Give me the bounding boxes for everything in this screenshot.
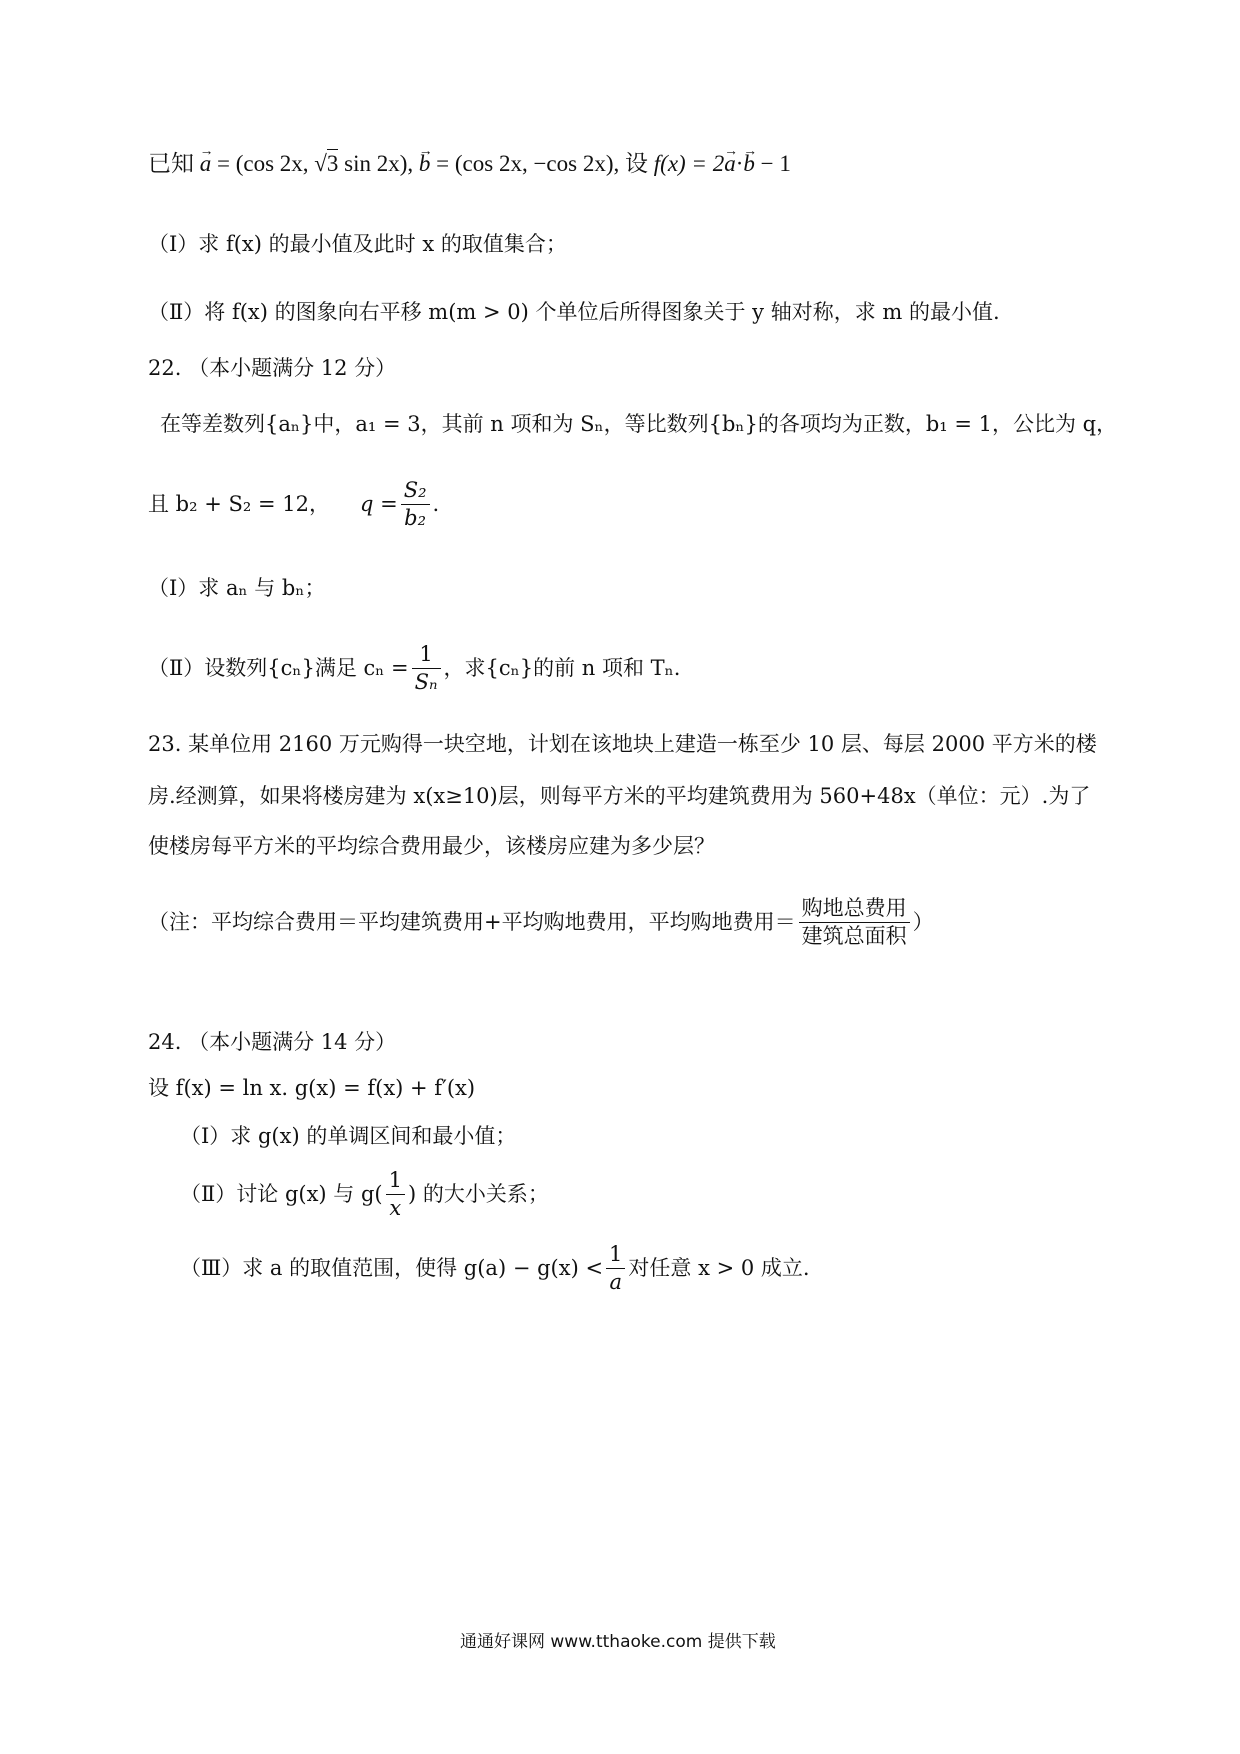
problem23-line3: 使楼房每平方米的平均综合费用最少，该楼房应建为多少层？ xyxy=(148,834,715,858)
sqrt-argument: 3 xyxy=(326,151,339,176)
dot-operator: · xyxy=(735,151,744,176)
note-fraction xyxy=(799,898,910,947)
problem23-line1: 23. 某单位用 2160 万元购得一块空地，计划在该地块上建造一栋至少 10 层、每层 2000 平方米的楼 xyxy=(148,732,1097,756)
part2-prefix: （Ⅱ）讨论 g(x) 与 g( xyxy=(180,1182,383,1206)
problem22-line1: 在等差数列{aₙ}中，a₁ = 3，其前 n 项和为 Sₙ，等比数列{bₙ}的各项均为正数，b₁ = 1，公比为 q， xyxy=(160,412,1118,436)
note-prefix: （注：平均综合费用＝平均建筑费用+平均购地费用，平均购地费用＝ xyxy=(148,910,796,934)
inverse-a-numerator: 1 xyxy=(606,1244,625,1269)
note-fraction-numerator: 购地总费用 xyxy=(799,898,910,923)
problem22-condition: 且 b₂ + S₂ = 12， xyxy=(148,492,330,516)
problem22-part2 xyxy=(148,644,680,693)
problem23-note xyxy=(148,898,934,947)
q-fraction-numerator: S₂ xyxy=(401,480,430,505)
q-fraction-denominator: b₂ xyxy=(404,506,427,530)
part3-prefix: （Ⅲ）求 a 的取值范围，使得 g(a) − g(x) < xyxy=(180,1256,604,1280)
c-fraction-denominator: Sₙ xyxy=(414,670,438,694)
vector-b-definition: = (cos 2x, −cos 2x), 设 xyxy=(430,151,654,176)
part2-suffix: ，求{cₙ}的前 n 项和 Tₙ. xyxy=(443,656,681,680)
part2-prefix: （Ⅱ）设数列{cₙ}满足 cₙ = xyxy=(148,656,409,680)
part3-suffix: 对任意 x > 0 成立. xyxy=(628,1256,810,1280)
footer-credit: 通通好课网 www.tthaoke.com 提供下载 xyxy=(460,1632,776,1652)
vector-a: → a xyxy=(200,152,212,175)
problem22-header: 22. （本小题满分 12 分） xyxy=(148,356,397,380)
minus-one: − 1 xyxy=(754,151,791,176)
vector-a-2: → a xyxy=(724,152,736,175)
inverse-a-denominator: a xyxy=(609,1270,622,1294)
note-fraction-denominator: 建筑总面积 xyxy=(801,924,907,948)
sqrt-symbol: √ xyxy=(314,151,327,176)
vector-b: → b xyxy=(419,152,431,175)
vector-a-definition: = (cos 2x, xyxy=(211,151,315,176)
vector-a-definition-end: sin 2x), xyxy=(338,151,419,176)
problem21-part2: （Ⅱ）将 f(x) 的图象向右平移 m(m > 0) 个单位后所得图象关于 y 轴对称，求 m 的最小值. xyxy=(148,300,1000,324)
problem24-line1: 设 f(x) = ln x. g(x) = f(x) + f′(x) xyxy=(148,1076,476,1100)
inverse-x-fraction xyxy=(386,1170,405,1219)
c-fraction xyxy=(412,644,441,693)
function-definition: f(x) = 2 xyxy=(653,151,725,176)
q-equals: q = xyxy=(359,492,398,516)
problem21-given xyxy=(148,152,791,175)
given-prefix: 已知 xyxy=(148,151,194,176)
problem22-part1: （Ⅰ）求 aₙ 与 bₙ； xyxy=(148,576,326,600)
period: . xyxy=(432,492,440,516)
part2-suffix: ) 的大小关系； xyxy=(407,1182,549,1206)
q-fraction xyxy=(401,480,430,529)
problem24-header: 24. （本小题满分 14 分） xyxy=(148,1030,397,1054)
inverse-x-numerator: 1 xyxy=(386,1170,405,1195)
inverse-a-fraction xyxy=(606,1244,625,1293)
problem24-part1: （Ⅰ）求 g(x) 的单调区间和最小值； xyxy=(180,1124,517,1148)
problem24-part2 xyxy=(180,1170,549,1219)
problem21-part1: （Ⅰ）求 f(x) 的最小值及此时 x 的取值集合； xyxy=(148,232,567,256)
problem22-line2 xyxy=(148,480,439,529)
inverse-x-denominator: x xyxy=(389,1196,402,1220)
note-suffix: ） xyxy=(912,910,934,934)
problem24-part3 xyxy=(180,1244,810,1293)
c-fraction-numerator: 1 xyxy=(412,644,441,669)
vector-b-2: → b xyxy=(743,152,755,175)
problem23-line2: 房.经测算，如果将楼房建为 x(x≥10)层，则每平方米的平均建筑费用为 560+48x（单位：元）.为了 xyxy=(148,784,1091,808)
